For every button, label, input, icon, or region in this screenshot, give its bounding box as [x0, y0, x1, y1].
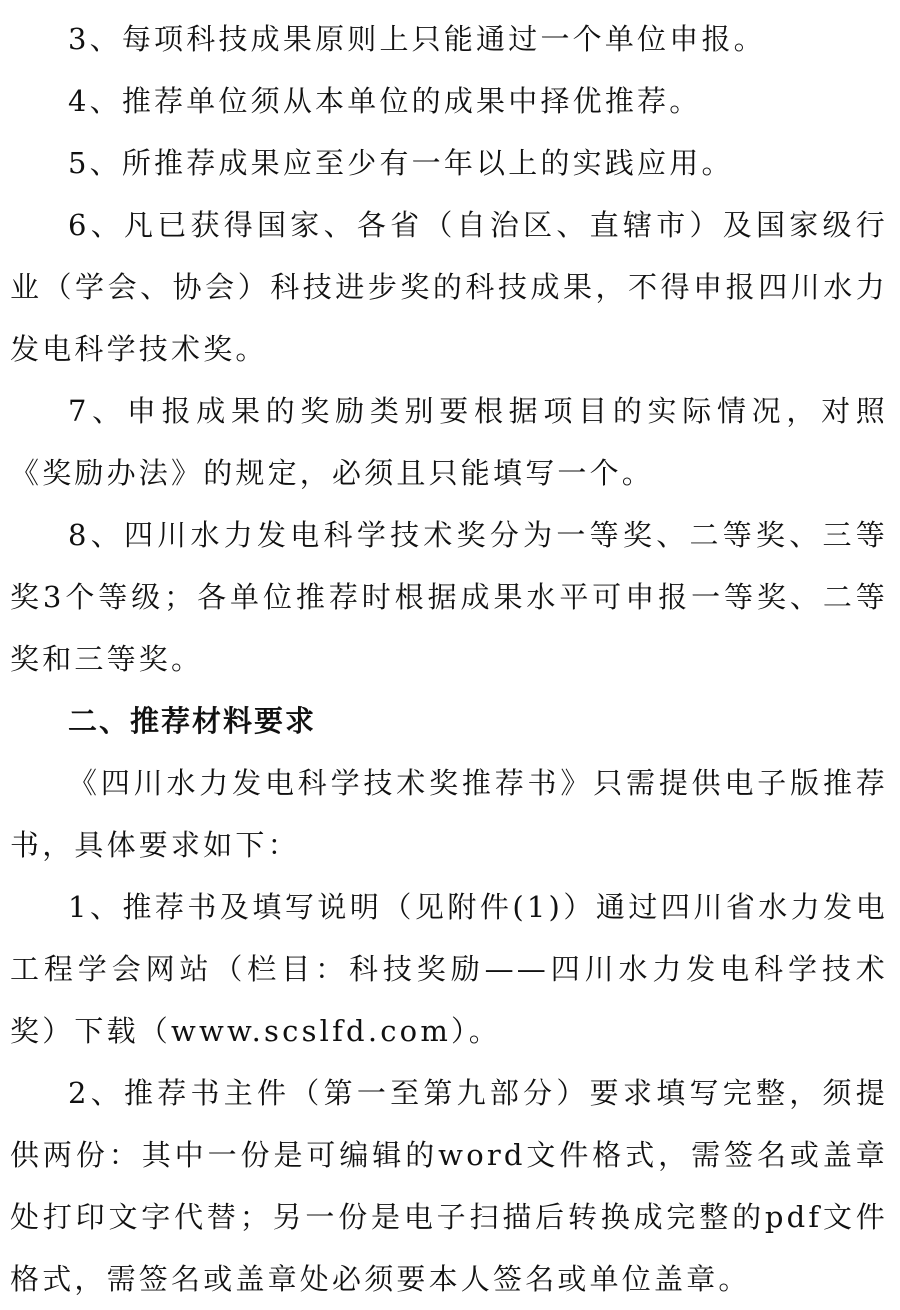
section-heading: 二、推荐材料要求	[68, 704, 317, 738]
paragraph-item-3: 3、每项科技成果原则上只能通过一个单位申报。	[68, 22, 766, 56]
paragraph-item-7: 7、申报成果的奖励类别要根据项目的实际情况，对照《奖励办法》的规定，必须且只能填写一个。	[10, 394, 888, 490]
paragraph-intro: 《四川水力发电科学技术奖推荐书》只需提供电子版推荐书，具体要求如下：	[10, 766, 888, 862]
paragraph-item-8: 8、四川水力发电科学技术奖分为一等奖、二等奖、三等奖3个等级；各单位推荐时根据成果水平可申报一等奖、二等奖和三等奖。	[10, 518, 888, 676]
paragraph-requirement-2: 2、推荐书主件（第一至第九部分）要求填写完整，须提供两份：其中一份是可编辑的word文件格式，需签名或盖章处打印文字代替；另一份是电子扫描后转换成完整的pdf文件格式，需签名或盖章处必须要本人签名或单位盖章。	[10, 1076, 888, 1296]
paragraph-requirement-1: 1、推荐书及填写说明（见附件(1)）通过四川省水力发电工程学会网站（栏目：科技奖励——四川水力发电科学技术奖）下载（www.scslfd.com）。	[10, 890, 888, 1048]
paragraph-item-4: 4、推荐单位须从本单位的成果中择优推荐。	[68, 84, 702, 118]
paragraph-item-5: 5、所推荐成果应至少有一年以上的实践应用。	[68, 146, 734, 180]
paragraph-item-6: 6、凡已获得国家、各省（自治区、直辖市）及国家级行业（学会、协会）科技进步奖的科技成果，不得申报四川水力发电科学技术奖。	[10, 208, 888, 366]
